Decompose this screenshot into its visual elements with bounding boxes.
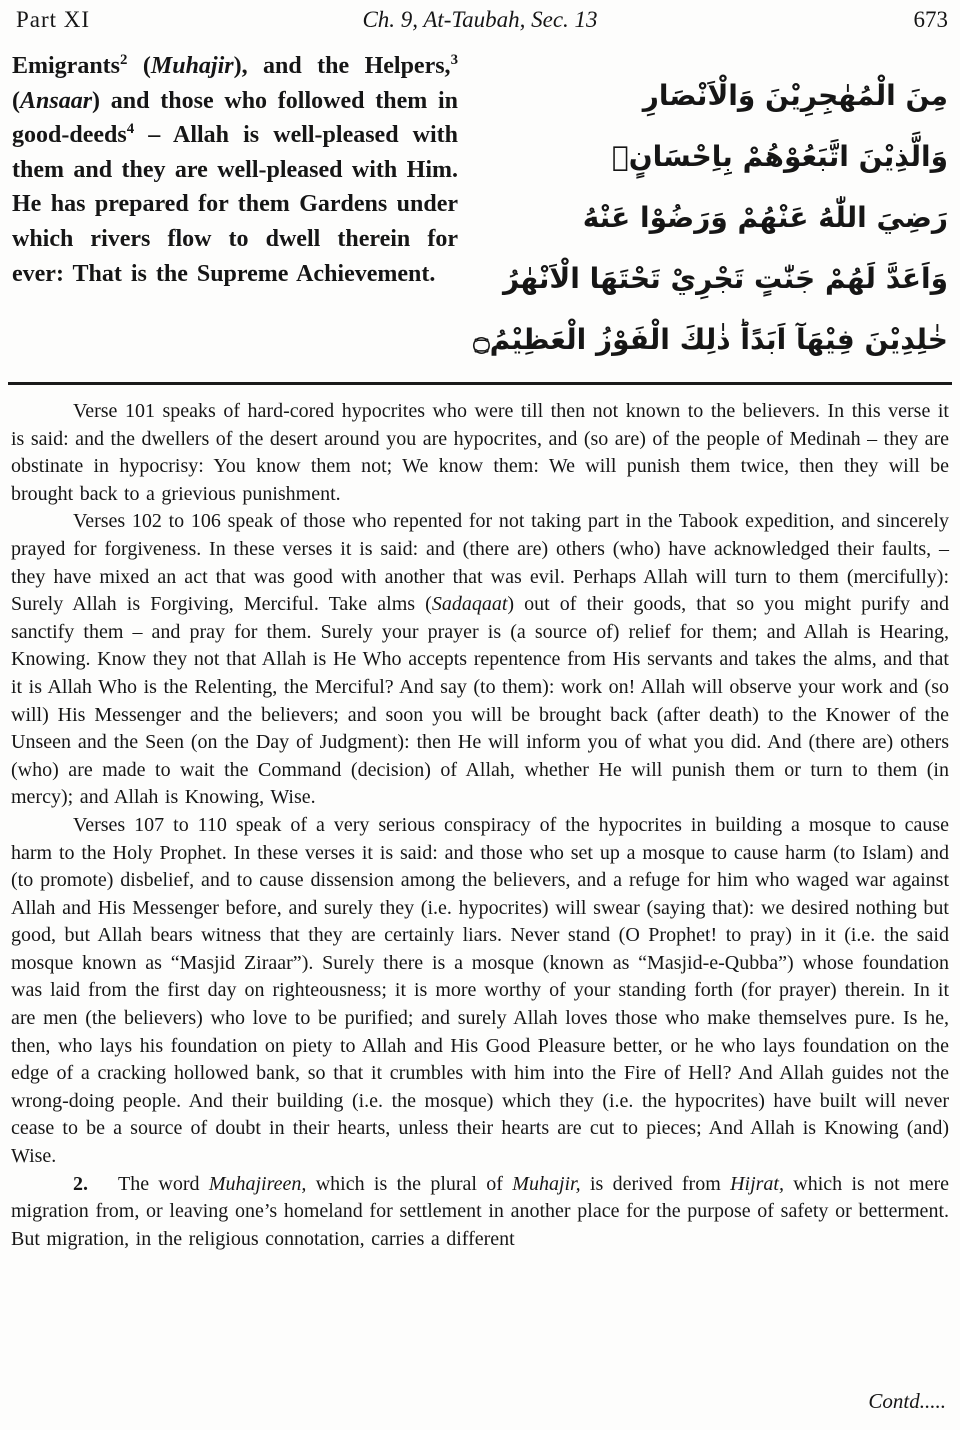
commentary-paragraph	[11, 398, 949, 508]
text-run: which is the plural of	[306, 1172, 513, 1195]
text-run: The word	[88, 1172, 209, 1195]
commentary-paragraph	[11, 812, 949, 1171]
text-run: ) and those who followed them in good-deeds	[12, 87, 458, 149]
text-run: ) out of their goods, that so you might purify and sanctify them – and pray for them. Surely your prayer is (a source of) relief for them; and Allah is Hearing, Knowing. Know they not that Allah is He Who accepts repentence from His servants and takes the alms, and that it is Allah Who is the Relenting, the Merciful? And say (to them): work on! Allah will observe your work and (so will) His Messenger and the believers; and soon you will be brought back (after death) to the Knower of the Unseen and the Seen (on the Day of Judgment): then He will inform you of what you did. And (there are) others (who) are made to wait the Command (decision) of Allah, whether He will punish them or turn to them (in mercy); and Allah is Knowing, Wise.	[11, 593, 949, 809]
text-run: which is not mere migration from, or leaving one’s homeland for settlement in another place for the purpose of safety or betterment. But migration, in the religious connotation, carries a different	[11, 1172, 949, 1250]
commentary-section	[11, 398, 949, 1253]
text-run: 2	[120, 52, 128, 68]
text-run: (	[127, 53, 151, 79]
verse-section	[0, 49, 960, 370]
verse-translation-english	[12, 49, 458, 370]
commentary-paragraph	[11, 508, 949, 812]
text-run: Muhajireen,	[208, 1172, 307, 1195]
section-divider-rule	[8, 382, 952, 385]
text-run: 4	[126, 121, 135, 138]
text-run: Verses 102 to 106 speak of those who repented for not taking part in the Tabook expedition, and sincerely prayed for forgiveness. In these verses it is said: and (there are) others (who) have acknowledged their faults, – they have mixed an act that was good with another that was evil. Perhaps Allah will turn to them (mercifully): Surely Allah is Forgiving, Merciful. Take alms (	[11, 510, 949, 616]
text-run: Verses 107 to 110 speak of a very serious conspiracy of the hypocrites in building a mosque to cause harm to the Holy Prophet. In these verses it is said: and those who set up a mosque to cause harm (to Islam) and (to promote) disbelief, and to cause dissension among the believers, and a refuge for him who waged war against Allah and His Messenger before, and surely they (i.e. hypocrites) will swear (saying that): we desired nothing but good, but Allah bears witness that they are certainly liars. Never stand (O Prophet! to pray) in it (i.e. the said mosque known as “Masjid Ziraar”). Surely there is a mosque (known as “Masjid-e-Qubba”) whose foundation was laid from the first day on righteousness; it is more worthy of your standing forth (for prayer) therein. In it are men (the believers) who love to be purified; and surely Allah loves those who make themselves pure. Is he, then, who lays his foundation on piety to Allah and His Good Pleasure better, or he who lays foundation on the edge of a cracking hollowed bank, so that it crumbles with him into the Fire of Hell? And Allah guides not the wrong-doing people. And their building (i.e. the mosque) which they (i.e. the hypocrites) have built will never cease to be a source of doubt in their hearts, unless their hearts are cut to pieces; And Allah is Knowing (and) Wise.	[11, 813, 949, 1168]
verse-arabic-calligraphy	[458, 49, 960, 370]
arabic-verse-line: وَاَعَدَّ لَهُمْ جَنّٰتٍ تَجْرِيْ تَحْتَهَا الْاَنْهٰرُ	[502, 262, 948, 295]
text-run: (	[12, 87, 20, 114]
arabic-verse-line: رَضِيَ اللّٰهُ عَنْهُمْ وَرَضُوْا عَنْهُ	[582, 201, 948, 234]
text-run: Muhajir	[150, 53, 234, 79]
text-run: Ansaar	[20, 87, 93, 114]
text-run: Emigrants	[12, 53, 120, 79]
page-header	[0, 0, 960, 43]
text-run: 2.	[73, 1172, 88, 1195]
text-run: Muhajir,	[512, 1172, 581, 1195]
text-run: Sadaqaat	[431, 593, 508, 616]
text-run: 3	[450, 52, 458, 68]
chapter-title: Ch. 9, At-Taubah, Sec. 13	[362, 7, 598, 32]
text-run: Hijrat,	[730, 1172, 784, 1195]
text-run: ), and the Helpers,	[233, 53, 451, 79]
text-run: Verse 101 speaks of hard-cored hypocrites who were till then not known to the believers. In this verse it is said: and the dwellers of the desert around you are hypocrites, and (so are) of the people of Medinah – they are obstinate in hypocrisy: You know them not; We know them: We will punish them twice, then they will be brought back to a grievious punishment.	[11, 400, 949, 505]
contd-label: Contd.....	[868, 1389, 946, 1413]
arabic-verse-line: وَالَّذِيْنَ اتَّبَعُوْهُمْ بِاِحْسَانٍۙ	[611, 140, 948, 173]
commentary-paragraph	[11, 1171, 949, 1254]
text-run: – Allah is well-pleased with them and they are well-pleased with Him. He has prepared for them Gardens under which rivers flow to dwell therein for ever: That is the Supreme Achievement.	[12, 122, 458, 287]
arabic-verse-line: مِنَ الْمُهٰجِرِيْنَ وَالْاَنْصَارِ	[642, 79, 948, 112]
page-number: 673	[913, 7, 948, 32]
part-label: Part XI	[16, 7, 91, 32]
text-run: is derived from	[580, 1172, 731, 1195]
arabic-verse-line: خٰلِدِيْنَ فِيْهَآ اَبَدًاؕ ذٰلِكَ الْفَوْزُ الْعَظِيْمُ۝	[473, 323, 948, 356]
